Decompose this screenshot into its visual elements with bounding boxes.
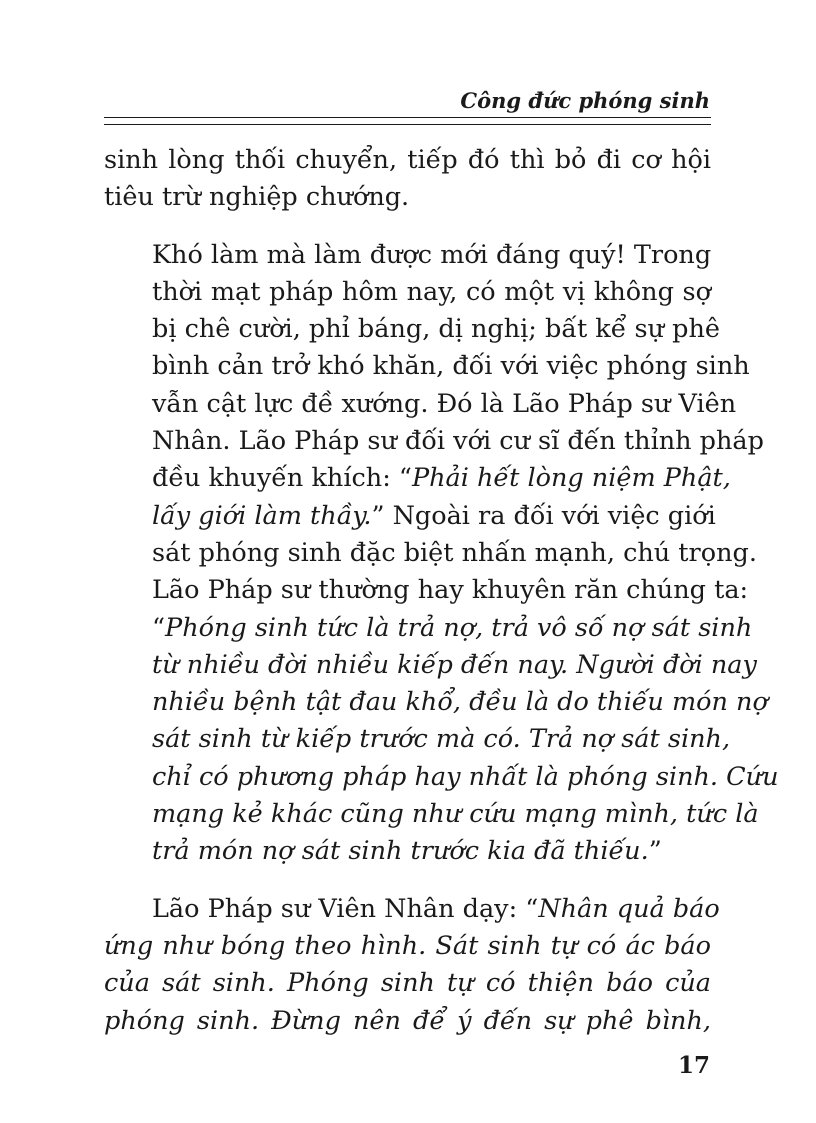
text-line: sinh lòng thối chuyển, tiếp đó thì bỏ đi cơ hội [104,145,711,175]
running-header-title: Công đức phóng sinh [460,88,710,113]
header-rule-top [104,117,711,118]
text-line: sát phóng sinh đặc biệt nhấn mạnh, chú trọng. [152,537,757,568]
text-line: mạng kẻ khác cũng như cứu mạng mình, tức là [152,799,759,830]
text-line: chỉ có phương pháp hay nhất là phóng sinh. Cứu [152,761,779,792]
text-line: bị chê cười, phỉ báng, dị nghị; bất kể sự phê [152,314,721,345]
text-line: của sát sinh. Phóng sinh tự có thiện báo của [104,968,711,999]
paragraph-1 [104,142,711,217]
text-line: đều khuyến khích: “Phải hết lòng niệm Phật, [152,463,731,494]
page-number: 17 [677,1052,710,1079]
paragraph-2 [104,237,779,871]
text-line: sát sinh từ kiếp trước mà có. Trả nợ sát sinh, [152,724,731,755]
text-line: từ nhiều đời nhiều kiếp đến nay. Người đời nay [152,649,757,680]
text-line: Lão Pháp sư thường hay khuyên răn chúng ta: [152,575,749,606]
header-rule-bottom [104,124,711,125]
body-text [104,142,779,1040]
text-line: Khó làm mà làm được mới đáng quý! Trong [152,239,712,270]
text-line: Lão Pháp sư Viên Nhân dạy: “Nhân quả báo [152,893,720,924]
text-line: vẫn cật lực đề xướng. Đó là Lão Pháp sư Viên [152,388,737,419]
paragraph-3 [104,891,720,1040]
text-line: bình cản trở khó khăn, đối với việc phóng sinh [152,351,750,382]
text-line: ứng như bóng theo hình. Sát sinh tự có ác báo [104,930,711,961]
text-line: trả món nợ sát sinh trước kia đã thiếu.” [152,836,662,867]
text-line: lấy giới làm thầy.” Ngoài ra đối với việc giới [152,500,716,531]
text-line: thời mạt pháp hôm nay, có một vị không sợ [152,276,711,307]
text-line: phóng sinh. Đừng nên để ý đến sự phê bình, [104,1005,711,1036]
text-line: “Phóng sinh tức là trả nợ, trả vô số nợ sát sinh [152,612,753,643]
text-line: nhiều bệnh tật đau khổ, đều là do thiếu món nợ [152,687,768,718]
text-line: tiêu trừ nghiệp chướng. [104,182,410,213]
text-line: Nhân. Lão Pháp sư đối với cư sĩ đến thỉnh pháp [152,426,764,457]
